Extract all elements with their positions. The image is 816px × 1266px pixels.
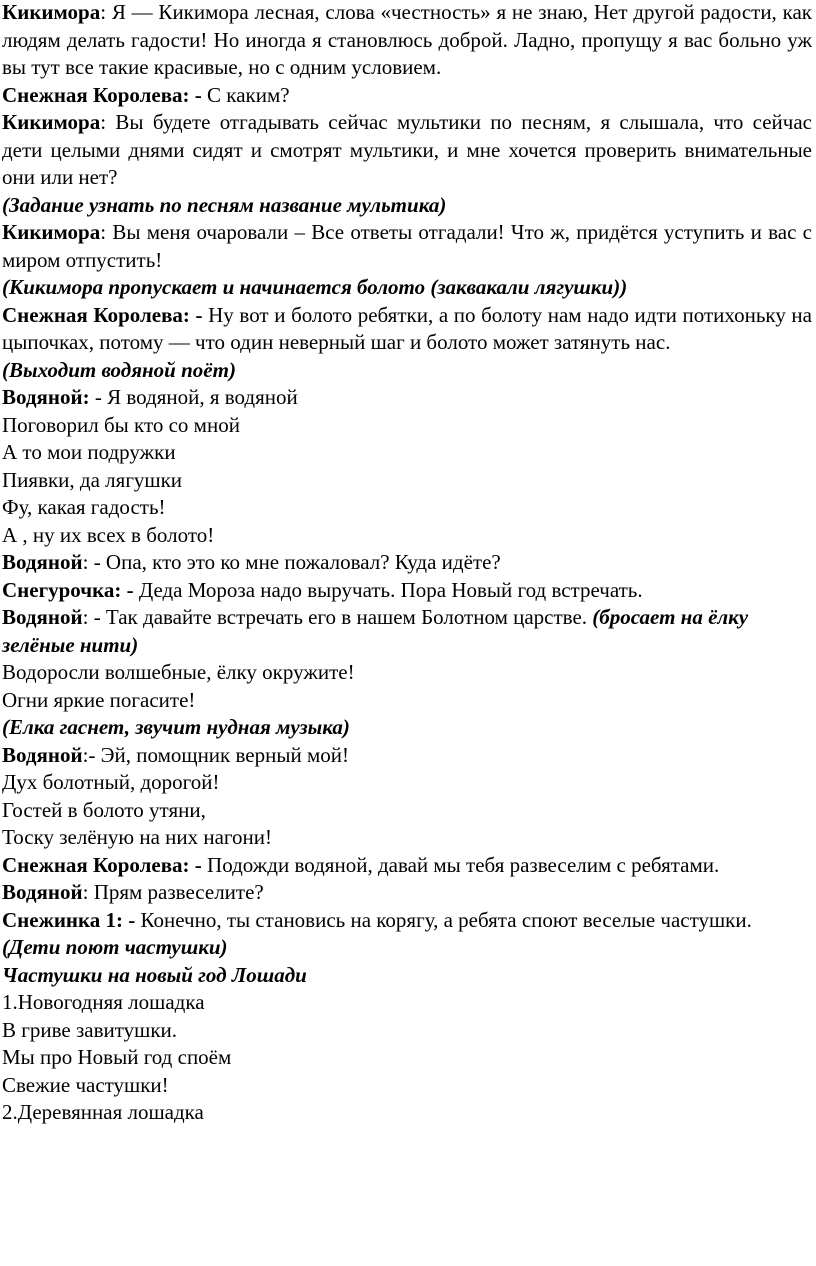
speaker-separator: : — [82, 550, 89, 574]
kikimora-line-3 — [2, 219, 812, 274]
verse-line: Свежие частушки! — [2, 1072, 169, 1097]
song-line: А , ну их всех в болото! — [2, 522, 215, 547]
snegurochka-line-1 — [2, 577, 812, 605]
song-line: Пиявки, да лягушки — [2, 467, 183, 492]
spell-line: Дух болотный, дорогой! — [2, 770, 220, 794]
verse-line: 2.Деревянная лошадка — [2, 1100, 204, 1124]
line-text: Деда Мороза надо выручать. Пора Новый год встречать. — [133, 577, 643, 602]
inline-stage-direction: (бросает на ёлку зелёные нити) — [2, 605, 749, 657]
vodyanoy-line-3 — [2, 604, 812, 659]
speaker-kikimora: Кикимора — [2, 110, 101, 134]
vodyanoy-line-4 — [2, 742, 812, 770]
spell-line: Гостей в болото утяни, — [2, 797, 206, 822]
line-text: Я — Кикимора лесная, слова «честность» я не знаю, Нет другой радости, как людям делать гадости! Но иногда я становлюсь доброй. Ладно, пропущу я вас больно уж вы тут все такие красивые, но с одним условием. — [2, 0, 812, 79]
speaker-separator: : — [100, 0, 107, 24]
speaker-vodyanoy: Водяной — [2, 605, 83, 629]
speaker-separator: : — [82, 605, 89, 629]
line-text: - Так давайте встречать его в нашем Болотном царстве. — [88, 605, 593, 629]
speaker-kikimora: Кикимора — [2, 220, 101, 244]
section-title-chastushki: Частушки на новый год Лошади — [2, 962, 307, 987]
vodyanoy-line-2 — [2, 549, 812, 577]
line-text: Ну вот и болото ребятки, а по болоту нам надо идти потихоньку на цыпочках, потому — что один неверный шаг и болото может затянуть нас. — [2, 302, 812, 354]
speaker-separator: :- — [82, 742, 96, 767]
snow-queen-line-1 — [2, 82, 812, 110]
verse-line: 1.Новогодняя лошадка — [2, 990, 205, 1014]
stage-direction-2: (Кикимора пропускает и начинается болото (заквакали лягушки)) — [2, 275, 628, 299]
speaker-snowflake: Снежинка 1: - — [2, 907, 136, 932]
verse-line: Мы про Новый год споём — [2, 1045, 232, 1069]
speaker-snegurochka: Снегурочка: - — [2, 577, 134, 602]
speaker-separator: : — [100, 220, 107, 244]
kikimora-line-2 — [2, 109, 812, 192]
song-line: А то мои подружки — [2, 440, 176, 464]
line-text: С каким? — [201, 82, 290, 107]
snow-queen-line-2 — [2, 302, 812, 357]
song-line: Фу, какая гадость! — [2, 495, 166, 519]
stage-direction-1: (Задание узнать по песням название мультика) — [2, 192, 447, 217]
speaker-snow-queen: Снежная Королева: - — [2, 82, 202, 107]
speaker-separator: : — [82, 880, 89, 904]
line-text: - Я водяной, я водяной — [89, 385, 298, 409]
snow-queen-line-3 — [2, 852, 812, 880]
vodyanoy-line-1 — [2, 384, 812, 412]
speaker-separator: : — [100, 110, 107, 134]
line-text: Эй, помощник верный мой! — [95, 742, 349, 767]
snowflake-line-1 — [2, 907, 812, 935]
line-text: - Опа, кто это ко мне пожаловал? Куда идёте? — [88, 550, 501, 574]
speaker-kikimora: Кикимора — [2, 0, 101, 24]
verse-line: В гриве завитушки. — [2, 1017, 178, 1042]
stage-direction-5: (Дети поют частушки) — [2, 935, 228, 959]
speaker-vodyanoy: Водяной: — [2, 385, 90, 409]
spell-line: Водоросли волшебные, ёлку окружите! — [2, 660, 355, 684]
speaker-vodyanoy: Водяной — [2, 550, 83, 574]
song-line: Поговорил бы кто со мной — [2, 412, 240, 437]
vodyanoy-line-5 — [2, 879, 812, 907]
speaker-vodyanoy: Водяной — [2, 880, 83, 904]
stage-direction-3: (Выходит водяной поёт) — [2, 357, 236, 382]
line-text: Вы меня очаровали – Все ответы отгадали! Что ж, придётся уступить и вас с миром отпустить! — [2, 220, 812, 272]
kikimora-line-1 — [2, 0, 812, 82]
spell-line: Тоску зелёную на них нагони! — [2, 825, 272, 849]
stage-direction-4: (Елка гаснет, звучит нудная музыка) — [2, 715, 350, 739]
speaker-vodyanoy: Водяной — [2, 742, 83, 767]
speaker-snow-queen: Снежная Королева: - — [2, 852, 202, 877]
line-text: Прям развеселите? — [88, 880, 264, 904]
speaker-snow-queen: Снежная Королева: - — [2, 302, 203, 327]
line-text: Вы будете отгадывать сейчас мультики по песням, я слышала, что сейчас дети целыми днями сидят и смотрят мультики, и мне хочется проверить внимательные они или нет? — [2, 110, 812, 189]
spell-line: Огни яркие погасите! — [2, 687, 196, 712]
line-text: Подожди водяной, давай мы тебя развеселим с ребятами. — [201, 852, 720, 877]
line-text: Конечно, ты становись на корягу, а ребята споют веселые частушки. — [135, 907, 752, 932]
